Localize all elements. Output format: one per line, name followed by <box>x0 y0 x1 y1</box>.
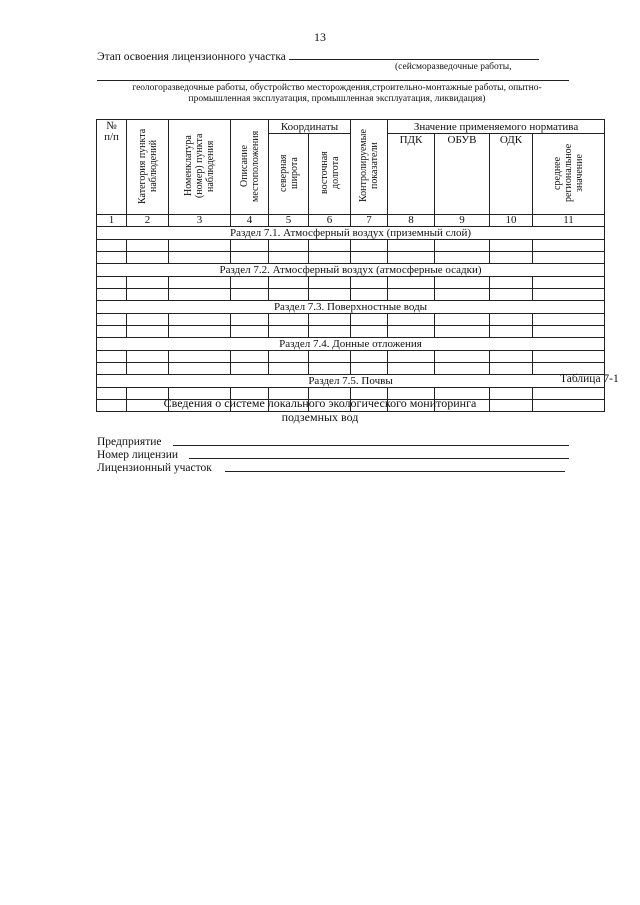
col-number-7: 7 <box>351 215 388 227</box>
table-label: Таблица 7-1 <box>560 373 619 385</box>
header-north-text: северная широта <box>277 153 300 192</box>
section-row: Раздел 7.5. Почвы <box>97 375 605 388</box>
col-number-10: 10 <box>490 215 533 227</box>
table-row <box>97 240 605 252</box>
table-row <box>97 289 605 301</box>
header-regional <box>533 134 605 215</box>
header-coordinates: Координаты <box>269 120 351 134</box>
table-row <box>97 252 605 264</box>
license-area-label: Лицензионный участок <box>97 462 212 474</box>
header-nomenclature <box>169 120 231 215</box>
enterprise-label: Предприятие <box>97 436 162 448</box>
table-row <box>97 314 605 326</box>
header-east <box>309 134 351 215</box>
header-num: № п/п <box>97 120 127 215</box>
header-east-text: восточная долгота <box>318 151 341 194</box>
section-row: Раздел 7.2. Атмосферный воздух (атмосферные осадки) <box>97 264 605 277</box>
col-number-6: 6 <box>309 215 351 227</box>
header-pdk: ПДК <box>388 134 435 215</box>
header-obuv: ОБУВ <box>435 134 490 215</box>
header-odk: ОДК <box>490 134 533 215</box>
header-nomenclature-text: Номенклатура (номер) пункта наблюдения <box>183 133 216 198</box>
column-number-row <box>97 215 605 227</box>
col-number-4: 4 <box>231 215 269 227</box>
section-title-line-2: подземных вод <box>281 410 359 424</box>
header-controlled-text: Контролируемые показатели <box>358 129 380 202</box>
header-norm: Значение применяемого норматива <box>388 120 605 134</box>
col-number-2: 2 <box>127 215 169 227</box>
header-category <box>127 120 169 215</box>
monitoring-table <box>96 119 605 412</box>
enterprise-blank-line <box>173 445 569 446</box>
enterprise-field <box>97 436 162 448</box>
table-row <box>97 363 605 375</box>
header-north <box>269 134 309 215</box>
stage-blank-line <box>289 49 539 60</box>
license-area-blank-line <box>225 471 565 472</box>
stage-rule <box>97 80 569 81</box>
stage-hint-1: (сейсморазведочные работы, <box>395 62 512 72</box>
table-row <box>97 277 605 289</box>
table-row <box>97 326 605 338</box>
header-location-text: Описание местоположения <box>238 129 261 202</box>
page-number: 13 <box>314 30 326 44</box>
col-number-5: 5 <box>269 215 309 227</box>
col-number-8: 8 <box>388 215 435 227</box>
header-regional-text: среднее региональное значение <box>552 143 585 202</box>
header-location <box>231 120 269 215</box>
license-area-field <box>97 462 212 474</box>
header-category-text: Категория пункта наблюдений <box>136 127 159 204</box>
stage-hint-block <box>97 83 577 105</box>
col-number-9: 9 <box>435 215 490 227</box>
table-row <box>97 351 605 363</box>
col-number-1: 1 <box>97 215 127 227</box>
section-row: Раздел 7.3. Поверхностные воды <box>97 301 605 314</box>
license-number-label: Номер лицензии <box>97 449 178 461</box>
col-number-3: 3 <box>169 215 231 227</box>
license-number-blank-line <box>189 458 569 459</box>
stage-hint-3: промышленная эксплуатация, промышленная эксплуатация, ликвидация) <box>188 94 486 104</box>
col-number-11: 11 <box>533 215 605 227</box>
header-controlled <box>351 120 388 215</box>
section-row: Раздел 7.4. Донные отложения <box>97 338 605 351</box>
license-number-field <box>97 449 178 461</box>
section-title-line-1: Сведения о системе локального экологического мониторинга <box>163 396 477 410</box>
section-row: Раздел 7.1. Атмосферный воздух (приземный слой) <box>97 227 605 240</box>
section-title <box>0 396 640 424</box>
stage-line <box>97 49 539 63</box>
stage-label: Этап освоения лицензионного участка <box>97 51 286 63</box>
stage-hint-2: геологоразведочные работы, обустройство месторождения,строительно-монтажные работы, опытно- <box>132 83 542 93</box>
